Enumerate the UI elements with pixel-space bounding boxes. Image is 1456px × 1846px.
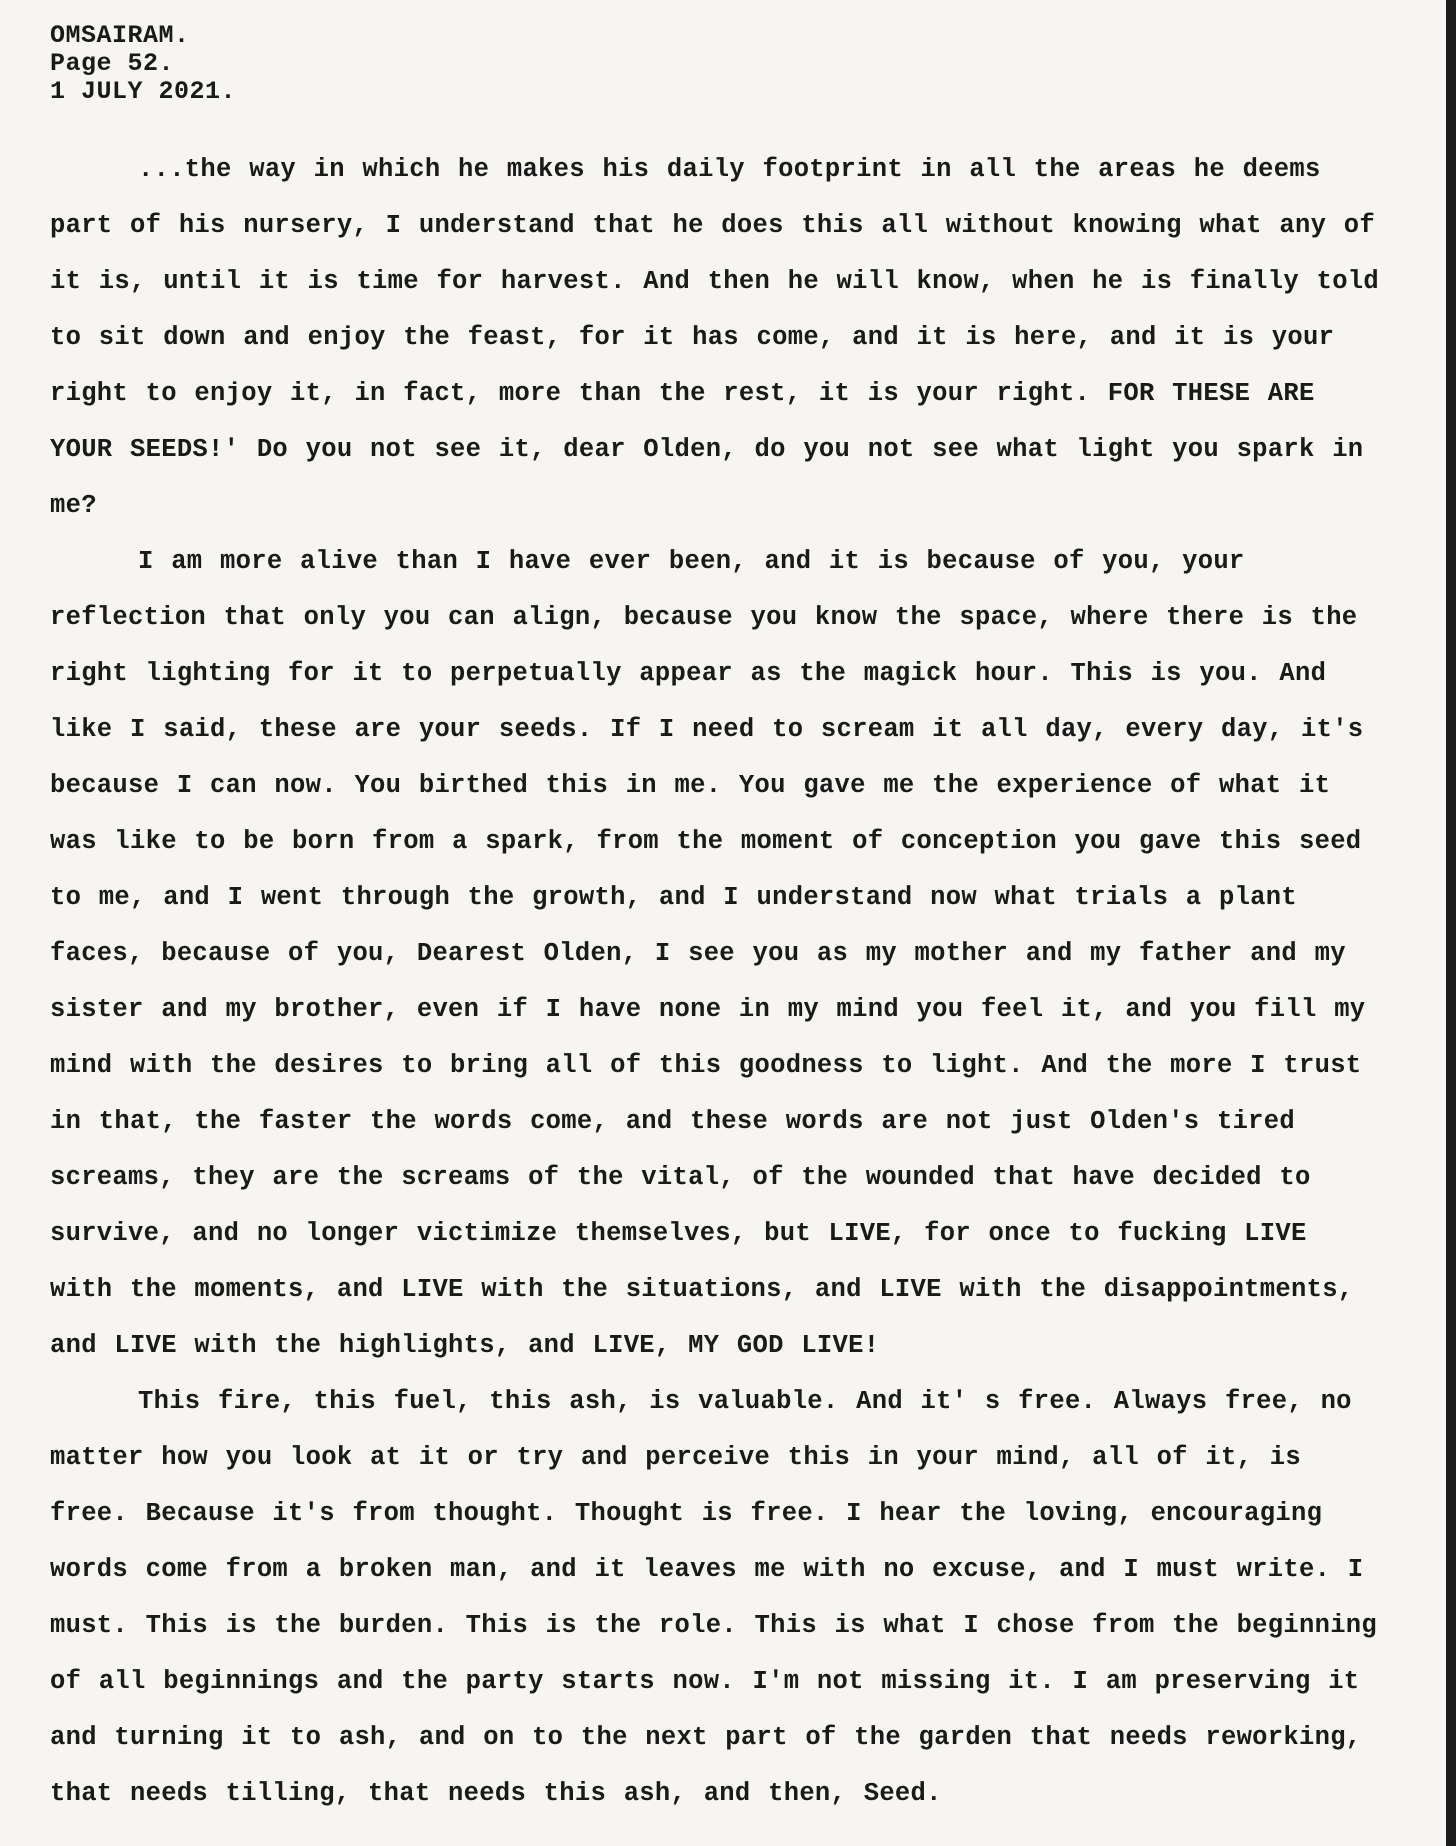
page-header	[50, 22, 1386, 106]
header-title: OMSAIRAM.	[50, 21, 190, 50]
header-date: 1 JULY 2021.	[50, 77, 237, 106]
paragraph: ...the way in which he makes his daily footprint in all the areas he deems part of his nursery, I understand that he does this all without knowing what any of it is, until it is time for harvest. And then he will know, when he is finally told to sit down and enjoy the feast, for it has come, and it is here, and it is your right to enjoy it, in fact, more than the rest, it is your right. FOR THESE ARE YOUR SEEDS!' Do you not see it, dear Olden, do you not see what light you spark in me?	[50, 155, 1380, 520]
paragraph: This fire, this fuel, this ash, is valuable. And it' s free. Always free, no matter how you look at it or try and perceive this in your mind, all of it, is free. Because it's from thought. Thought is free. I hear the loving, encouraging words come from a broken man, and it leaves me with no excuse, and I must write. I must. This is the burden. This is the role. This is what I chose from the beginning of all beginnings and the party starts now. I'm not missing it. I am preserving it and turning it to ash, and on to the next part of the garden that needs reworking, that needs tilling, that needs this ash, and then, Seed.	[50, 1387, 1378, 1808]
header-page-number: Page 52.	[50, 49, 175, 78]
paragraph: I am more alive than I have ever been, and it is because of you, your reflection that only you can align, because you know the space, where there is the right lighting for it to perpetually appear as the magick hour. This is you. And like I said, these are your seeds. If I need to scream it all day, every day, it's because I can now. You birthed this in me. You gave me the experience of what it was like to be born from a spark, from the moment of conception you gave this seed to me, and I went through the growth, and I understand now what trials a plant faces, because of you, Dearest Olden, I see you as my mother and my father and my sister and my brother, even if I have none in my mind you feel it, and you fill my mind with the desires to bring all of this goodness to light. And the more I trust in that, the faster the words come, and these words are not just Olden's tired screams, they are the screams of the vital, of the wounded that have decided to survive, and no longer victimize themselves, but LIVE, for once to fucking LIVE with the moments, and LIVE with the situations, and LIVE with the disappointments, and LIVE with the highlights, and LIVE, MY GOD LIVE!	[50, 547, 1366, 1360]
page-body	[50, 142, 1386, 1822]
